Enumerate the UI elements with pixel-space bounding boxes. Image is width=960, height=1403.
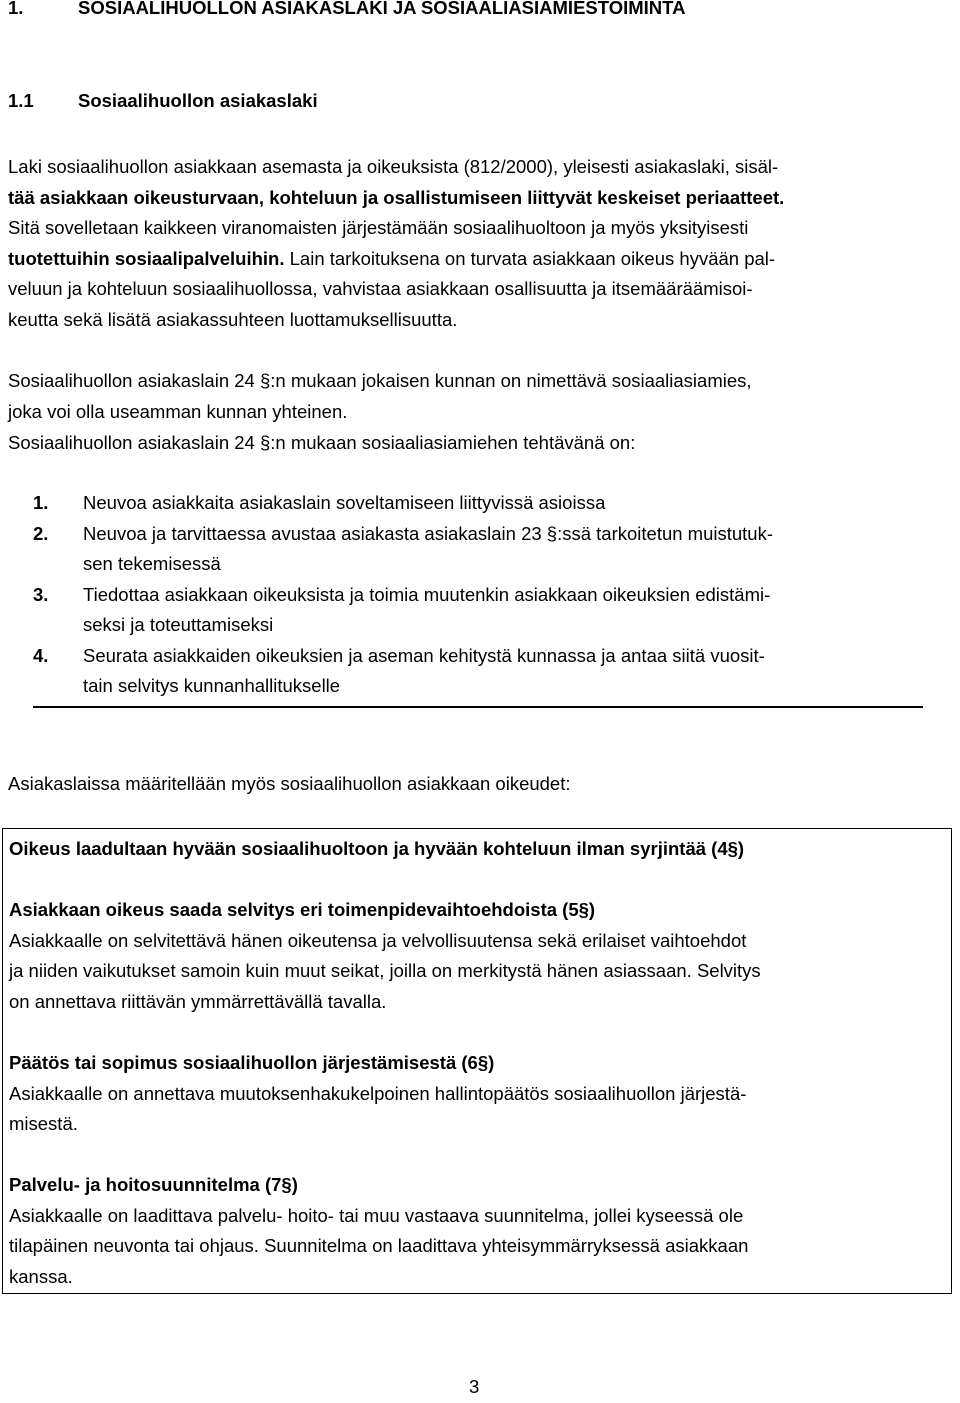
list-item bbox=[33, 488, 923, 519]
right-text: tilapäinen neuvonta tai ohjaus. Suunnitelma on laadittava yhteisymmärryksessä asiakkaan bbox=[9, 1235, 749, 1256]
list-item-text: Neuvoa ja tarvittaessa avustaa asiakasta asiakaslain 23 §:ssä tarkoitetun muistutuk- bbox=[83, 522, 774, 544]
paragraph-text: Lain tarkoituksena on turvata asiakkaan oikeus hyvään pal- bbox=[284, 247, 776, 269]
list-item-text: Neuvoa asiakkaita asiakaslain soveltamiseen liittyvissä asioissa bbox=[83, 492, 606, 513]
right-title: Palvelu- ja hoitosuunnitelma (7§) bbox=[9, 1174, 298, 1195]
list-item-text: Seurata asiakkaiden oikeuksien ja aseman kehitystä kunnassa ja antaa siitä vuosit- bbox=[83, 644, 765, 666]
right-text: kanssa. bbox=[9, 1265, 73, 1287]
paragraph-line: keutta sekä lisätä asiakassuhteen luottamuksellisuutta. bbox=[8, 308, 458, 330]
right-section bbox=[9, 834, 944, 865]
paragraph-line bbox=[8, 244, 952, 275]
list-item-number: 1. bbox=[33, 492, 49, 513]
page-number: 3 bbox=[469, 1376, 480, 1397]
list-item-text: tain selvitys kunnanhallitukselle bbox=[83, 675, 341, 696]
duties-intro bbox=[8, 428, 952, 459]
right-text: misestä. bbox=[9, 1113, 78, 1134]
paragraph-line: Sosiaalihuollon asiakaslain 24 §:n mukaan jokaisen kunnan on nimettävä sosiaaliasiamies, bbox=[8, 370, 752, 391]
list-item-number: 3. bbox=[33, 583, 49, 605]
rights-intro: Asiakaslaissa määritellään myös sosiaalihuollon asiakkaan oikeudet: bbox=[8, 773, 571, 794]
paragraph-line-bold: tää asiakkaan oikeusturvaan, kohteluun ja osallistumiseen liittyvät keskeiset periaatteet. bbox=[8, 186, 785, 208]
list-item bbox=[33, 519, 923, 580]
section-heading bbox=[8, 86, 318, 117]
right-title: Asiakkaan oikeus saada selvitys eri toimenpidevaihtoehdoista (5§) bbox=[9, 899, 596, 920]
intro-paragraph bbox=[8, 152, 952, 335]
right-section bbox=[9, 1170, 944, 1292]
right-text: Asiakkaalle on laadittava palvelu- hoito- tai muu vastaava suunnitelma, jollei kyseessä ole bbox=[9, 1204, 744, 1226]
right-section bbox=[9, 895, 944, 1017]
list-item bbox=[33, 641, 923, 702]
main-heading bbox=[8, 0, 685, 24]
section-heading-number: 1.1 bbox=[8, 90, 34, 111]
section-heading-title: Sosiaalihuollon asiakaslaki bbox=[78, 90, 318, 111]
right-text: on annettava riittävän ymmärrettävällä tavalla. bbox=[9, 990, 387, 1012]
right-text: ja niiden vaikutukset samoin kuin muut seikat, joilla on merkitystä hänen asiassaan. Selvitys bbox=[9, 960, 761, 981]
list-item-text: seksi ja toteuttamiseksi bbox=[83, 614, 274, 635]
list-item-text: Tiedottaa asiakkaan oikeuksista ja toimia muutenkin asiakkaan oikeuksien edistämi- bbox=[83, 583, 771, 605]
paragraph-emphasis: tuotettuihin sosiaalipalveluihin. bbox=[8, 247, 285, 269]
right-section bbox=[9, 1048, 944, 1140]
right-text: Asiakkaalle on selvitettävä hänen oikeutensa ja velvollisuutensa sekä erilaiset vaihtoehdot bbox=[9, 929, 747, 951]
list-item-text: sen tekemisessä bbox=[83, 553, 221, 574]
list-item bbox=[33, 580, 923, 641]
right-title: Päätös tai sopimus sosiaalihuollon järjestämisestä (6§) bbox=[9, 1052, 495, 1073]
right-title: Oikeus laadultaan hyvään sosiaalihuoltoon ja hyvään kohteluun ilman syrjintää (4§) bbox=[9, 838, 745, 859]
list-item-number: 2. bbox=[33, 522, 49, 544]
duties-list bbox=[33, 488, 923, 708]
list-item-number: 4. bbox=[33, 644, 49, 666]
right-text: Asiakkaalle on annettava muutoksenhakukelpoinen hallintopäätös sosiaalihuollon järjestä- bbox=[9, 1082, 747, 1104]
paragraph-line: Sitä sovelletaan kaikkeen viranomaisten järjestämään sosiaalihuoltoon ja myös yksityisesti bbox=[8, 217, 749, 238]
main-heading-title: SOSIAALIHUOLLON ASIAKASLAKI JA SOSIAALIASIAMIESTOIMINTA bbox=[78, 0, 686, 18]
paragraph-line: veluun ja kohteluun sosiaalihuollossa, vahvistaa asiakkaan osallisuutta ja itsemääräämisoi- bbox=[8, 278, 753, 299]
main-heading-number: 1. bbox=[8, 0, 24, 18]
ombudsman-paragraph bbox=[8, 366, 952, 427]
rights-box bbox=[2, 828, 952, 1294]
paragraph-line: joka voi olla useamman kunnan yhteinen. bbox=[8, 400, 348, 422]
paragraph-line: Laki sosiaalihuollon asiakkaan asemasta ja oikeuksista (812/2000), yleisesti asiakaslaki, sisäl- bbox=[8, 156, 779, 177]
paragraph-line: Sosiaalihuollon asiakaslain 24 §:n mukaan sosiaaliasiamiehen tehtävänä on: bbox=[8, 432, 636, 453]
